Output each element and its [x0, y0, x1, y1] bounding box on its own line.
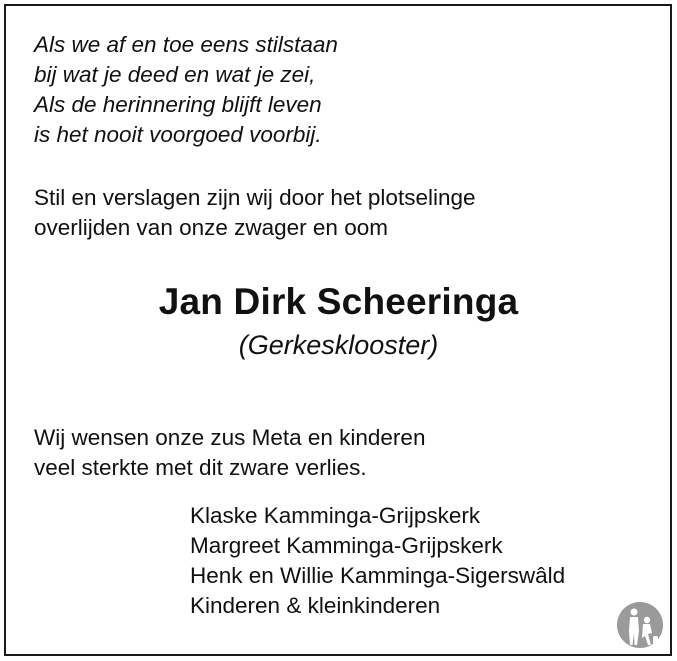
poem-line: is het nooit voorgoed voorbij.	[34, 122, 322, 147]
signer: Margreet Kamminga-Grijpskerk	[190, 533, 503, 558]
signer: Klaske Kamminga-Grijpskerk	[190, 503, 481, 528]
condolence-text	[34, 423, 425, 483]
intro-text	[34, 183, 476, 243]
intro-line: Stil en verslagen zijn wij door het plotselinge	[34, 185, 476, 210]
poem-line: bij wat je deed en wat je zei,	[34, 62, 316, 87]
deceased-place: (Gerkesklooster)	[238, 330, 439, 360]
signer: Henk en Willie Kamminga-Sigerswâld	[190, 563, 566, 588]
memorial-figure-icon	[615, 600, 665, 650]
condolence-line: Wij wensen onze zus Meta en kinderen	[34, 425, 426, 450]
poem-line: Als we af en toe eens stilstaan	[34, 32, 338, 57]
intro-line: overlijden van onze zwager en oom	[34, 215, 388, 240]
signers-list	[190, 501, 565, 621]
poem	[34, 30, 338, 150]
deceased-name: Jan Dirk Scheeringa	[158, 281, 519, 322]
signer: Kinderen & kleinkinderen	[190, 593, 441, 618]
poem-line: Als de herinnering blijft leven	[34, 92, 322, 117]
condolence-line: veel sterkte met dit zware verlies.	[34, 455, 367, 480]
